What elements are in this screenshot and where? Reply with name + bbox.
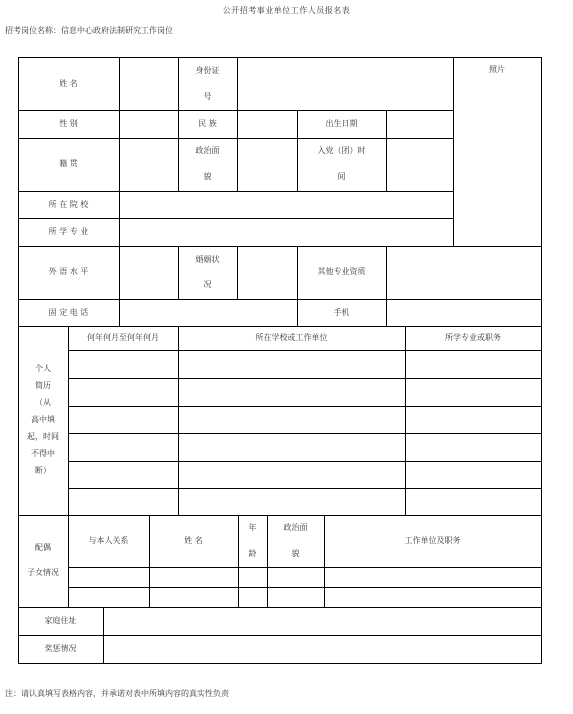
- label-birth: 出生日期: [325, 119, 358, 128]
- resume-side-7: 断）: [35, 466, 51, 475]
- footnote: 注：请认真填写表格内容，并承诺对表中所填内容的真实性负责: [5, 689, 229, 698]
- resume-side-label: [18, 360, 68, 479]
- resume-col-major: 所学专业或职务: [445, 333, 501, 342]
- label-party-line1: 入党（团）时: [317, 146, 366, 155]
- resume-side-6: 不得中: [31, 449, 55, 458]
- label-phone: 固 定 电 话: [48, 308, 89, 317]
- family-col-age-line1: 年: [248, 523, 257, 532]
- position-line: 招考岗位名称：信息中心政府法制研究工作岗位: [5, 26, 173, 35]
- family-col-age-line2: 龄: [248, 549, 257, 558]
- label-political-line1: 政治面: [195, 146, 220, 155]
- label-native: 籍 贯: [59, 159, 78, 168]
- resume-col-dates: 何年何月至何年何月: [87, 333, 159, 342]
- family-col-political-line1: 政治面: [283, 523, 308, 532]
- label-ethnicity: 民 族: [198, 119, 217, 128]
- family-col-name: 姓 名: [184, 536, 203, 545]
- label-mobile: 手机: [333, 308, 350, 317]
- label-major: 所 学 专 业: [48, 227, 89, 236]
- resume-side-1: 个人: [35, 364, 51, 373]
- label-gender: 性 别: [59, 119, 78, 128]
- label-other-cert: 其他专业资质: [317, 267, 366, 276]
- label-marital-line1: 婚姻状: [195, 255, 220, 264]
- label-photo: 照片: [489, 65, 505, 74]
- resume-side-4: 高中填: [31, 415, 55, 424]
- label-political-line2: 貌: [203, 172, 212, 181]
- label-party-line2: 间: [337, 172, 346, 181]
- label-foreign: 外 语 水 平: [48, 267, 89, 276]
- family-col-work: 工作单位及职务: [404, 536, 461, 545]
- family-side-line2: 子女情况: [27, 568, 59, 577]
- resume-side-2: 简历: [35, 381, 51, 390]
- family-col-relation: 与本人关系: [88, 536, 129, 545]
- label-marital-line2: 况: [203, 280, 212, 289]
- resume-col-unit: 所在学校或工作单位: [255, 333, 328, 342]
- label-name: 姓 名: [59, 79, 78, 88]
- label-id-line2: 号: [203, 92, 212, 101]
- form-title: 公开招考事业单位工作人员报名表: [222, 6, 351, 15]
- label-rewards: 奖惩情况: [44, 644, 77, 653]
- label-home-address: 家庭住址: [44, 616, 77, 625]
- family-side-line1: 配偶: [35, 543, 51, 552]
- label-id-line1: 身份证: [195, 66, 220, 75]
- resume-side-3: （从: [35, 398, 51, 407]
- resume-side-5: 起，时间: [27, 432, 59, 441]
- label-school: 所 在 院 校: [48, 200, 89, 209]
- family-col-political-line2: 貌: [291, 549, 300, 558]
